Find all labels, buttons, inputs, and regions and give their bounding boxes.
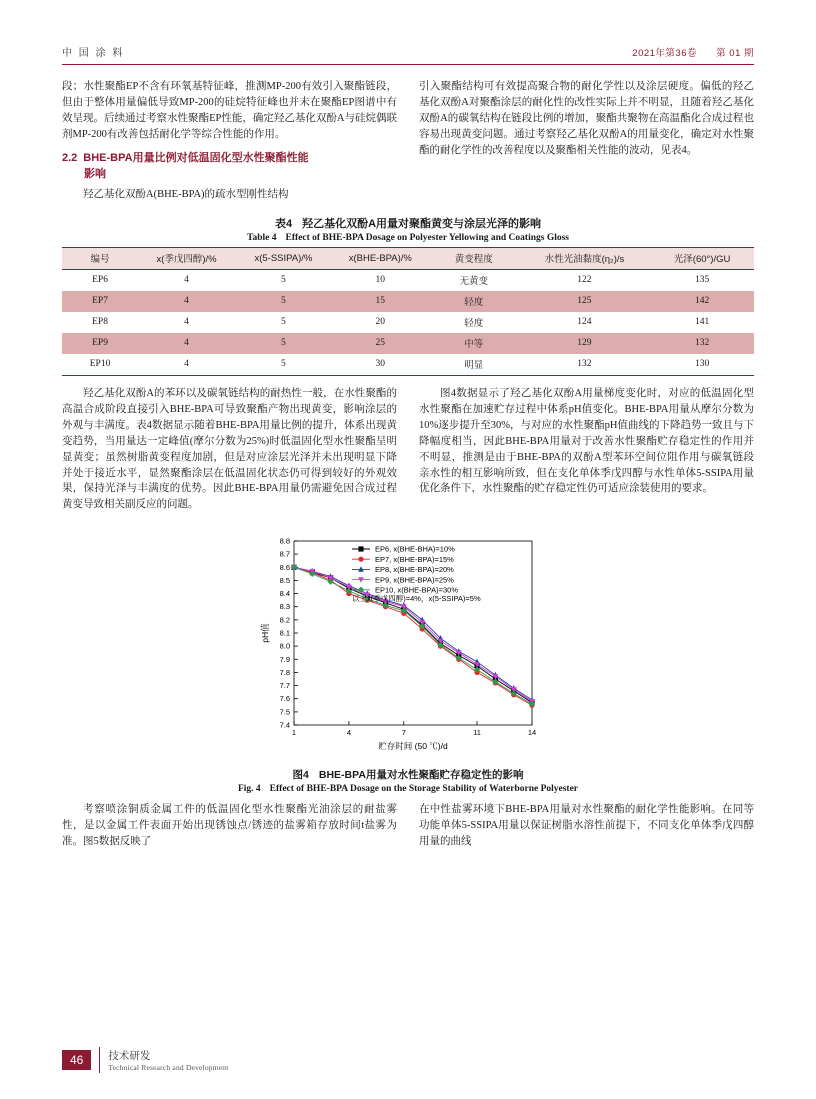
cell-1-4: 轻度 bbox=[464, 298, 484, 309]
legend-label: EP8, x(BHE-BPA)=20% bbox=[375, 565, 454, 575]
issue-number: 第 01 期 bbox=[716, 48, 754, 59]
section-number: 2.2 bbox=[62, 151, 78, 164]
svg-text:8.2: 8.2 bbox=[279, 615, 290, 625]
bottom-columns bbox=[62, 802, 754, 850]
figure-title-en: Effect of BHE-BPA Dosage on the Storage Stability of Waterborne Polyester bbox=[269, 784, 579, 795]
cell-0-3: 10 bbox=[375, 275, 386, 286]
cell-1-3: 15 bbox=[375, 296, 386, 307]
cell-4-1: 4 bbox=[184, 359, 189, 370]
svg-text:1: 1 bbox=[291, 728, 297, 738]
cell-1-2: 5 bbox=[281, 296, 286, 307]
svg-text:14: 14 bbox=[527, 728, 537, 738]
right-column-middle bbox=[419, 386, 754, 514]
x-axis-ticks bbox=[292, 721, 536, 737]
cell-0-5: 122 bbox=[577, 275, 592, 286]
cell-4-0: EP10 bbox=[89, 359, 111, 370]
cell-2-0: EP8 bbox=[92, 317, 108, 328]
paragraph-left-3: 羟乙基化双酚A的苯环以及碳氧链结构的耐热性一般，在水性聚酯的高温合成阶段直接引入BHE-BPA可导致聚酯产物出现黄变，影响涂层的外观与丰满度。表4数据显示随着BHE-BPA用量比例的提升，体系出现黄变趋势，当用量达一定峰值(摩尔分数为25%)时低温固化型水性聚酯呈明显黄变；虽然树脂黄变程度加剧，但是对应涂层光泽并未出现明显下降并处于接近水平，显然聚酯涂层在低温固化状态仍可得到较好的外观效果，保持光泽与丰满度的优势。因此BHE-BPA用量仍需避免因合成过程黄变导致相关副反应的问题。 bbox=[62, 387, 397, 511]
table-header-row bbox=[62, 247, 754, 269]
svg-text:7.8: 7.8 bbox=[279, 668, 290, 678]
figure-caption-en bbox=[62, 784, 754, 794]
figure-4-block bbox=[62, 523, 754, 794]
svg-text:4: 4 bbox=[346, 728, 351, 738]
paragraph-right-1: 引入聚酯结构可有效提高聚合物的耐化学性以及涂层硬度。偏低的羟乙基化双酚A对聚酯涂层的耐化性的改性实际上并不明显，且随着羟乙基化双酚A的碳氧结构在链段比例的增加，聚酯共聚物在高温酯化合成过程也容易出现黄变问题。通过考察羟乙基化双酚A的用量变化，确定对水性聚酯的耐化学性的改善程度以及聚酯相关性能的波动，见表4。 bbox=[419, 81, 754, 156]
table-row bbox=[62, 354, 754, 376]
cell-3-3: 25 bbox=[375, 338, 386, 349]
legend-marker bbox=[358, 557, 363, 562]
section-title-line1: BHE-BPA用量比例对低温固化型水性聚酯性能 bbox=[83, 151, 309, 164]
table-4 bbox=[62, 247, 754, 376]
left-column-top bbox=[62, 79, 397, 203]
svg-text:7.7: 7.7 bbox=[279, 681, 290, 691]
cell-0-4: 无黄变 bbox=[459, 277, 488, 288]
svg-text:7.9: 7.9 bbox=[279, 655, 290, 665]
cell-0-6: 135 bbox=[694, 275, 710, 286]
section-title-line2: 影响 bbox=[84, 168, 106, 181]
issue-year: 2021年第36卷 bbox=[632, 48, 697, 59]
table-label-en: Table 4 bbox=[247, 232, 277, 243]
chart-legend bbox=[352, 545, 458, 595]
table-4-block bbox=[62, 215, 754, 376]
table-row bbox=[62, 312, 754, 333]
journal-name: 中 国 涂 料 bbox=[62, 48, 125, 59]
svg-text:8.8: 8.8 bbox=[279, 536, 290, 546]
table-label-cn: 表4 bbox=[274, 217, 293, 230]
cell-2-1: 4 bbox=[184, 317, 189, 328]
table-title-en: Effect of BHE-BPA Dosage on Polyester Yellowing and Coatings Gloss bbox=[285, 232, 569, 243]
col-header-5: 水性光油黏度(η₂)/s bbox=[519, 247, 650, 269]
legend-note: 以上x(季戊四醇)=4%，x(5-SSIPA)=5% bbox=[352, 594, 481, 604]
table-caption-en bbox=[62, 233, 754, 243]
cell-4-4: 明显 bbox=[464, 361, 484, 372]
col-header-6: 光泽(60°)/GU bbox=[650, 247, 754, 269]
cell-4-3: 30 bbox=[375, 359, 386, 370]
y-axis-label: pH值 bbox=[260, 623, 270, 644]
issue-info bbox=[616, 45, 754, 59]
left-column-middle bbox=[62, 386, 397, 514]
cell-3-5: 129 bbox=[577, 338, 592, 349]
svg-text:11: 11 bbox=[473, 728, 481, 738]
right-column-top bbox=[419, 79, 754, 203]
paragraph-right-2: 图4数据显示了羟乙基化双酚A用量梯度变化时，对应的低温固化型水性聚酯在加速贮存过程中体系pH值变化。BHE-BPA用量从摩尔分数为10%逐步提升至30%，与对应的水性聚酯pH值曲线的下降趋势一致且与下降幅度相当，因此BHE-BPA用量对于改善水性聚酯贮存稳定性的作用并不明显，推测是由于BHE-BPA的双酚A型苯环空间位阻作用与碳氧链段亲水性的相互影响所致，但在支化单体季戊四醇与水性单体5-SSIPA用量优化条件下，水性聚酯的贮存稳定性仍可适应涂装使用的要求。 bbox=[419, 387, 754, 495]
footer-section bbox=[108, 1048, 228, 1072]
table-row bbox=[62, 291, 754, 312]
cell-1-6: 142 bbox=[694, 296, 710, 307]
cell-0-1: 4 bbox=[184, 275, 189, 286]
svg-text:7.4: 7.4 bbox=[279, 720, 290, 730]
figure-label-en: Fig. 4 bbox=[237, 784, 261, 795]
paragraph-left-4: 考察喷涂铜质金属工件的低温固化型水性聚酯光油涂层的耐盐雾性，是以金属工件表面开始出现锈蚀点/锈迹的盐雾箱存放时间t盐雾为准。图5数据反映了 bbox=[62, 804, 397, 848]
svg-text:8.1: 8.1 bbox=[279, 628, 290, 638]
cell-2-4: 轻度 bbox=[464, 319, 484, 330]
legend-label: EP6, x(BHE-BHA)=10% bbox=[375, 545, 455, 555]
cell-2-5: 124 bbox=[577, 317, 592, 328]
table-title-cn: 羟乙基化双酚A用量对聚酯黄变与涂层光泽的影响 bbox=[302, 217, 542, 230]
svg-text:7.5: 7.5 bbox=[279, 707, 290, 717]
paragraph-right-3: 在中性盐雾环境下BHE-BPA用量对水性聚酯的耐化学性能影响。在同等功能单体5-SSIPA用量以保证树脂水溶性前提下，不同支化单体季戊四醇用量的曲线 bbox=[419, 804, 754, 848]
legend-marker bbox=[358, 547, 363, 552]
cell-4-2: 5 bbox=[281, 359, 286, 370]
svg-text:8.6: 8.6 bbox=[279, 563, 290, 573]
table-caption-cn bbox=[62, 215, 754, 231]
cell-1-0: EP7 bbox=[92, 296, 108, 307]
page-footer bbox=[62, 1047, 229, 1073]
page-number: 46 bbox=[62, 1050, 91, 1070]
cell-4-6: 130 bbox=[694, 359, 710, 370]
paragraph-left-2: 羟乙基化双酚A(BHE-BPA)的疏水型刚性结构 bbox=[83, 188, 289, 200]
col-header-3: x(BHE-BPA)/% bbox=[332, 247, 429, 269]
cell-1-1: 4 bbox=[184, 296, 189, 307]
cell-2-2: 5 bbox=[281, 317, 286, 328]
paragraph-left-1: 段；水性聚酯EP不含有环氧基特征峰，推测MP-200有效引入聚酯链段，但由于整体用量偏低导致MP-200的硅烷特征峰也并未在聚酯EP图谱中有效呈现。后续通过考察水性聚酯EP性能，确定羟乙基化双酚A与硅烷偶联剂MP-200有改善包括耐化学等综合性能的作用。 bbox=[62, 81, 397, 140]
figure-title-cn: BHE-BPA用量对水性聚酯贮存稳定性的影响 bbox=[318, 769, 524, 782]
cell-0-0: EP6 bbox=[92, 275, 108, 286]
legend-label: EP7, x(BHE-BPA)=15% bbox=[375, 555, 454, 565]
cell-2-6: 141 bbox=[694, 317, 710, 328]
section-heading-2-2 bbox=[62, 150, 397, 183]
cell-4-5: 132 bbox=[577, 359, 592, 370]
top-columns bbox=[62, 79, 754, 203]
cell-3-2: 5 bbox=[281, 338, 286, 349]
cell-0-2: 5 bbox=[281, 275, 286, 286]
cell-3-4: 中等 bbox=[464, 340, 484, 351]
svg-text:7: 7 bbox=[401, 728, 406, 738]
svg-text:8.5: 8.5 bbox=[279, 576, 290, 586]
svg-text:8.7: 8.7 bbox=[279, 549, 290, 559]
middle-columns bbox=[62, 386, 754, 514]
col-header-1: x(季戊四醇)/% bbox=[138, 247, 235, 269]
x-axis-label: 贮存时间 (50 ℃)/d bbox=[378, 741, 448, 752]
col-header-0: 编号 bbox=[62, 247, 138, 269]
figure-caption-cn bbox=[62, 767, 754, 782]
figure-label-cn: 图4 bbox=[292, 769, 309, 782]
cell-3-6: 132 bbox=[694, 338, 710, 349]
page-header bbox=[62, 44, 754, 65]
footer-section-en: Technical Research and Development bbox=[108, 1063, 229, 1072]
footer-divider bbox=[99, 1047, 100, 1073]
line-chart-svg bbox=[62, 523, 754, 761]
right-column-bottom bbox=[419, 802, 754, 850]
footer-section-cn: 技术研发 bbox=[108, 1050, 151, 1062]
table-row bbox=[62, 333, 754, 354]
svg-text:8.0: 8.0 bbox=[279, 641, 290, 651]
cell-3-0: EP9 bbox=[92, 338, 108, 349]
col-header-2: x(5-SSIPA)/% bbox=[235, 247, 332, 269]
svg-text:7.6: 7.6 bbox=[279, 694, 290, 704]
figure-4-canvas bbox=[62, 523, 754, 761]
svg-text:8.4: 8.4 bbox=[279, 589, 290, 599]
col-header-4: 黄变程度 bbox=[429, 247, 519, 269]
svg-text:8.3: 8.3 bbox=[279, 602, 290, 612]
legend-label: EP9, x(BHE-BPA)=25% bbox=[375, 575, 454, 585]
cell-1-5: 125 bbox=[577, 296, 592, 307]
table-row bbox=[62, 269, 754, 291]
cell-3-1: 4 bbox=[184, 338, 189, 349]
cell-2-3: 20 bbox=[375, 317, 386, 328]
left-column-bottom bbox=[62, 802, 397, 850]
legend-label: EP10, x(BHE-BPA)=30% bbox=[375, 585, 459, 595]
